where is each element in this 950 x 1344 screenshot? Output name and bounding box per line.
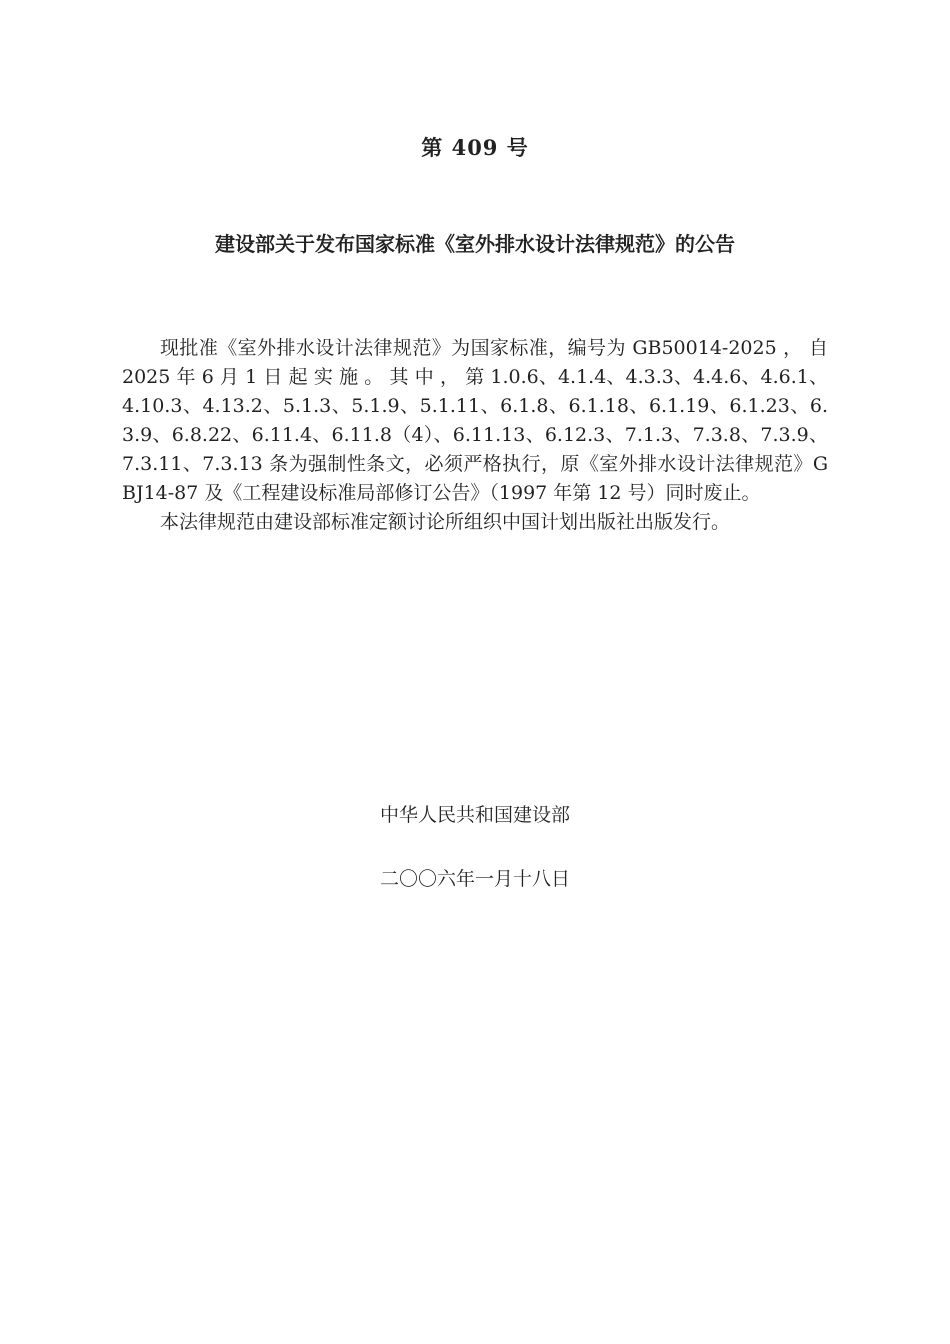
signature-organization: 中华人民共和国建设部: [379, 804, 570, 826]
document-number: 第 409 号: [421, 135, 529, 160]
document-title: 建设部关于发布国家标准《室外排水设计法律规范》的公告: [215, 232, 735, 256]
signature-date: 二〇〇六年一月十八日: [379, 868, 570, 890]
body-paragraph: 本法律规范由建设部标准定额讨论所组织中国计划出版社出版发行。: [160, 511, 731, 533]
body-paragraph: 现批准《室外排水设计法律规范》为国家标准，编号为 GB50014-2025 ， 自 2025 年 6 月 1 日 起 实 施 。 其 中 ， 第 1.0.6、4.1.4、4.3.3、4.4.6、4.6.1、4.10.3、4.13.2、5.1.3、5.1.9、5.1.11、6.1.8、6.1.18、6.1.19、6.1.23、6.3.9、6.8.22、6.11.4、6.11.8（4）、6.11.13、6.12.3、7.1.3、7.3.8、7.3.9、7.3.11、7.3.13 条为强制性条文，必须严格执行，原《室外排水设计法律规范》GBJ14-87 及《工程建设标准局部修订公告》（1997 年第 12 号）同时废止。: [122, 337, 828, 504]
document-body: [122, 334, 828, 537]
